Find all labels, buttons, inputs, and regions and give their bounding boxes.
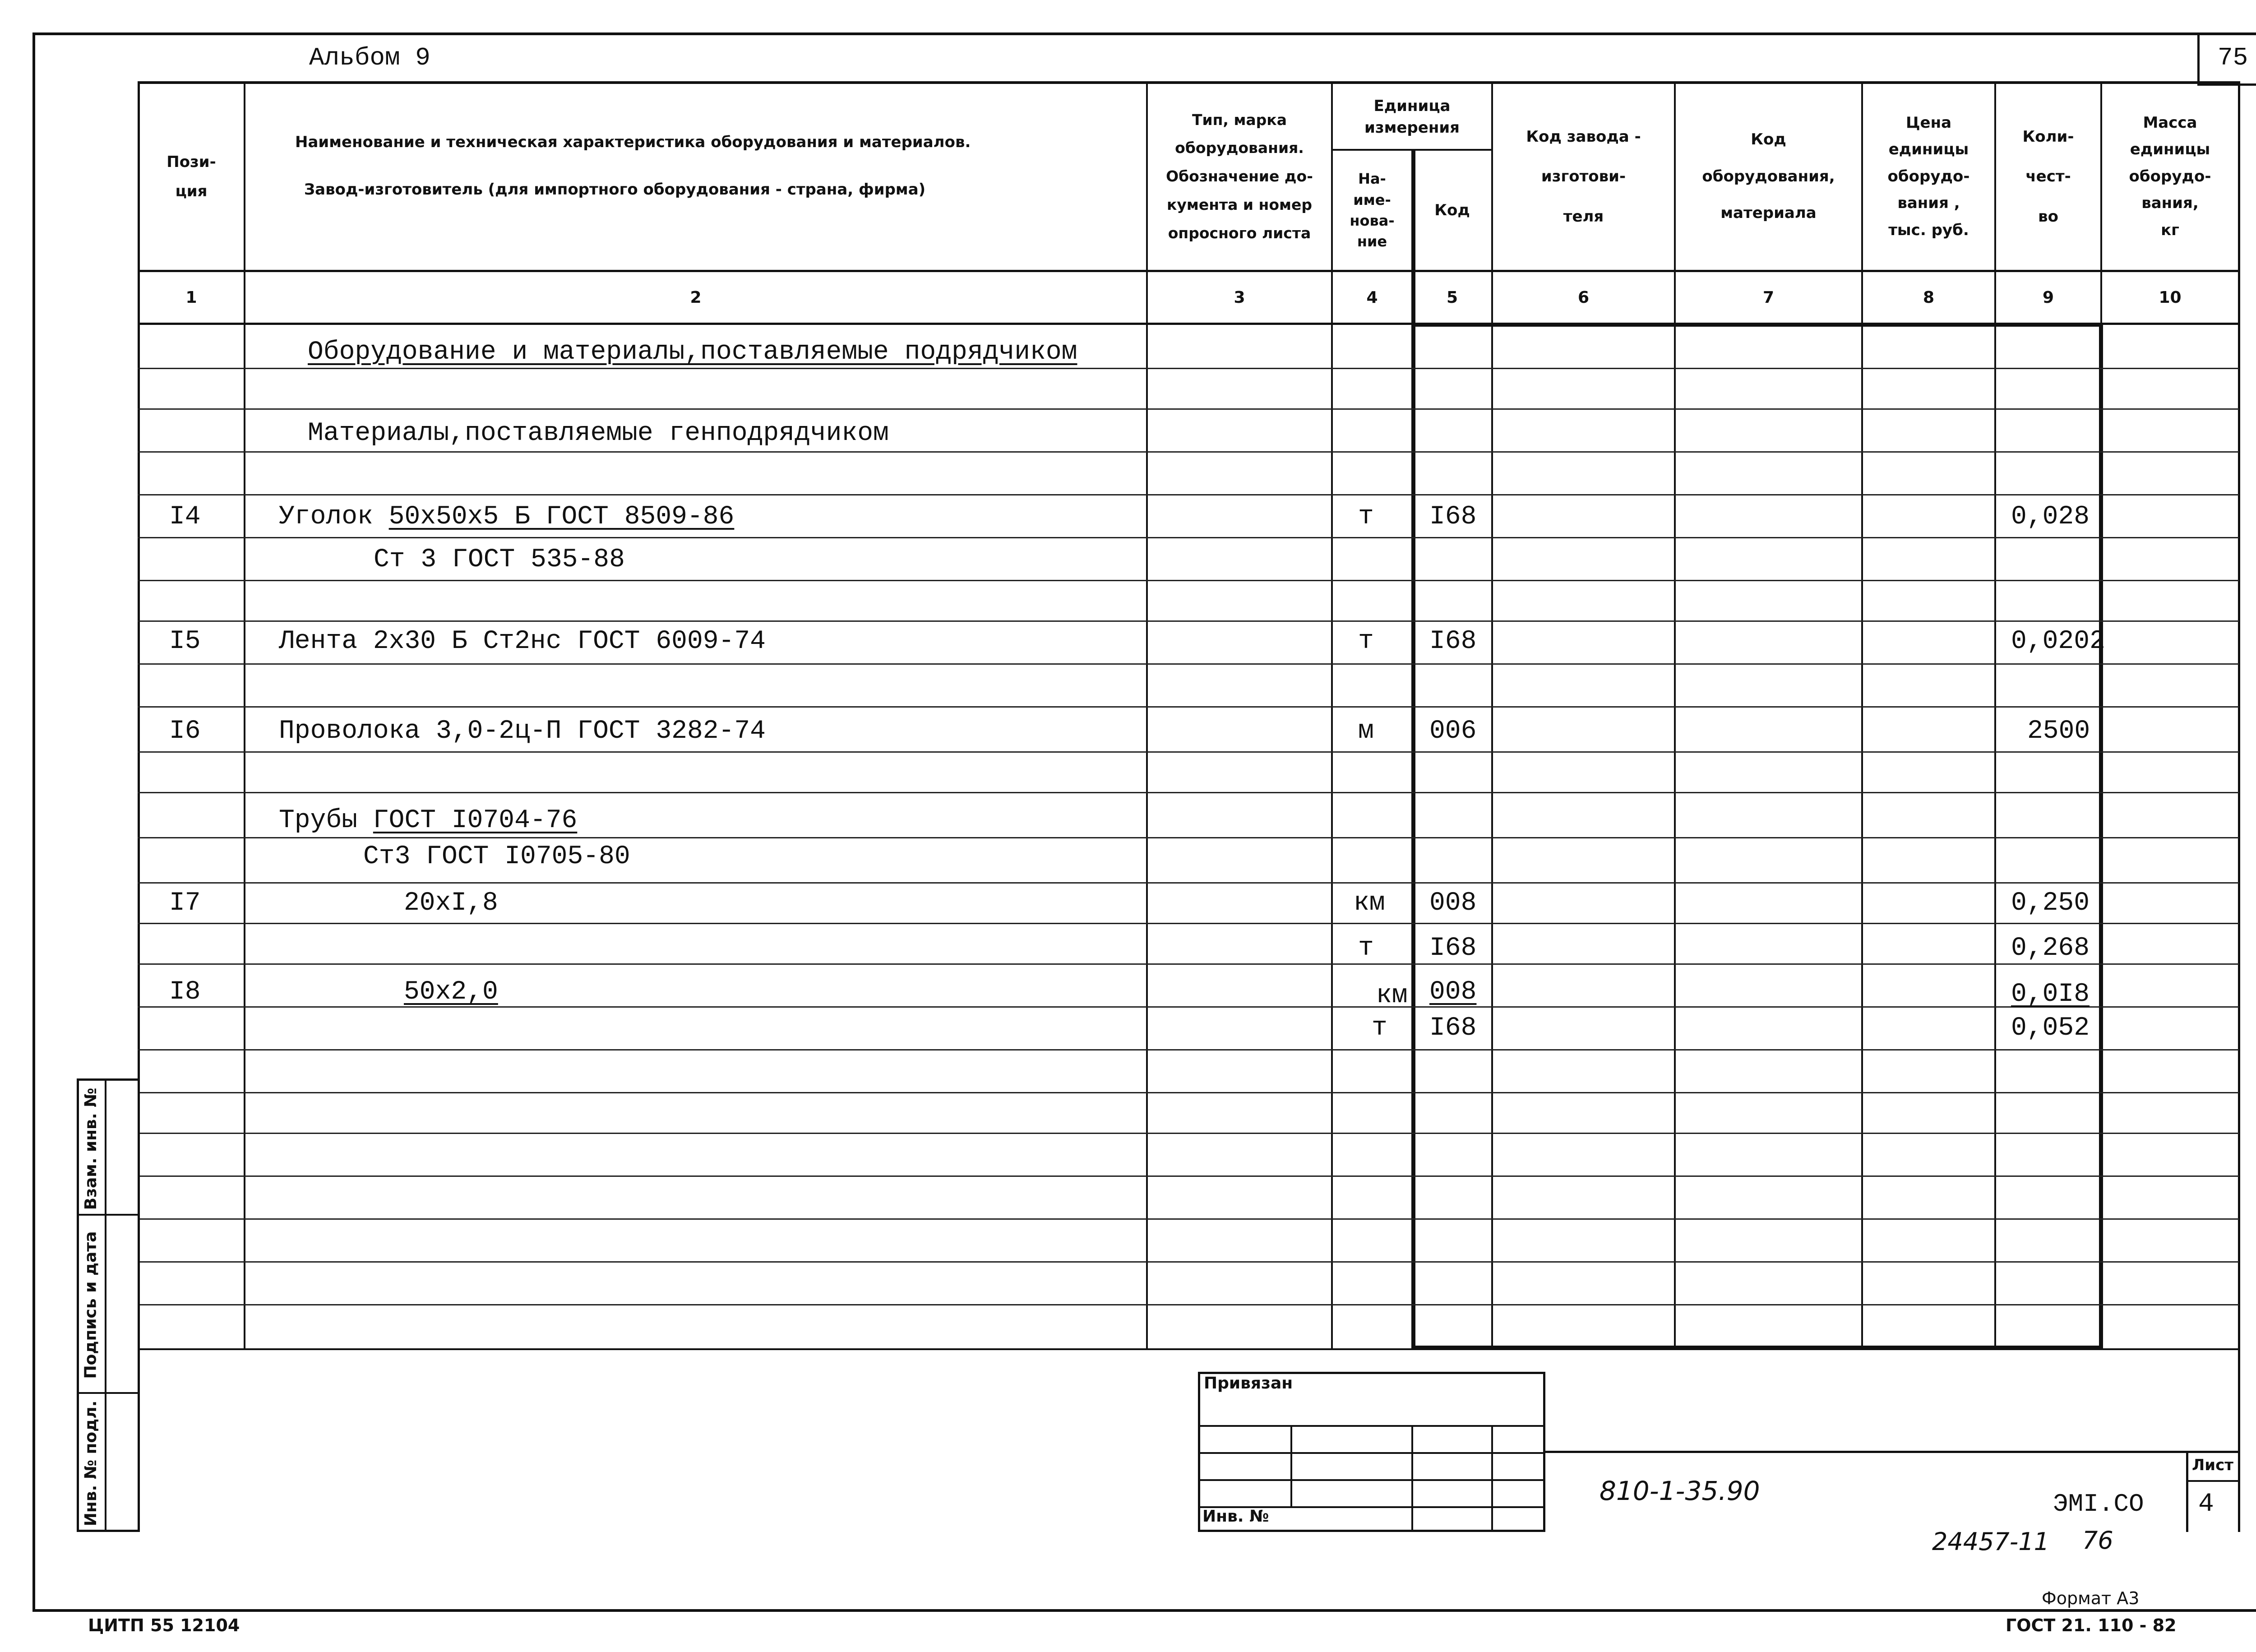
row-14-qty: 0,028 [2011, 502, 2090, 532]
colnum-1: 1 [185, 288, 197, 307]
header-unit: Единица измерения [1364, 97, 1460, 137]
row-17-unit-1: км [1354, 888, 1385, 918]
table-body-bottom [138, 1348, 2239, 1350]
row-18-code-1: 008 [1429, 977, 1477, 1007]
pipes-heading-line2: Ст3 ГОСТ I0705-80 [363, 842, 630, 871]
row-line [138, 408, 2239, 410]
pipes-heading-text: Трубы [279, 806, 373, 835]
stamp-vline [1491, 1425, 1493, 1532]
row-line [138, 1261, 2239, 1263]
row-17-code-2: I68 [1429, 934, 1477, 963]
row-17-position: I7 [169, 888, 201, 918]
sheet-box-divider [2186, 1480, 2239, 1482]
row-17-name: 20хI,8 [404, 888, 498, 918]
table-right-border [2238, 81, 2240, 1532]
stamp-line [1198, 1425, 1545, 1427]
row-line [138, 1133, 2239, 1134]
row-14-unit: т [1358, 502, 1374, 532]
row-18-name: 50х2,0 [404, 977, 498, 1007]
row-line [138, 494, 2239, 495]
row-line [138, 620, 2239, 622]
row-line [138, 706, 2239, 708]
header-name-line1: Наименование и техническая характеристика оборудования и материалов. [295, 133, 971, 151]
row-line [138, 837, 2239, 838]
row-17-qty-1: 0,250 [2011, 888, 2090, 918]
row-15-qty: 0,0202 [2011, 627, 2105, 656]
header-equipment-code: Код оборудования, материала [1702, 130, 1835, 222]
side-label-inv: Инв. № подл. [81, 1400, 100, 1527]
row-line [138, 1049, 2239, 1050]
row-line [138, 451, 2239, 453]
row-14-position: I4 [169, 502, 201, 532]
section-contractor: Оборудование и материалы,поставляемые подрядчиком [308, 338, 1077, 367]
row-line [138, 1092, 2239, 1093]
side-label-podpis: Подпись и дата [81, 1231, 100, 1379]
colnum-4: 4 [1366, 288, 1378, 307]
header-unit-name: На- име- нова- ние [1350, 170, 1395, 250]
row-15-position: I5 [169, 627, 201, 656]
row-18-qty-2: 0,052 [2011, 1013, 2090, 1043]
doc-code-handwritten: 810-1-35.90 [1600, 1476, 1760, 1506]
colnum-10: 10 [2159, 288, 2182, 307]
header-factory-code: Код завода - изготови- теля [1526, 127, 1641, 226]
row-15-code: I68 [1429, 627, 1477, 656]
page-number: 75 [2218, 43, 2248, 72]
colnum-2: 2 [690, 288, 702, 307]
row-16-unit: м [1358, 717, 1374, 746]
stamp-line [1198, 1479, 1545, 1481]
row-18-qty-1: 0,0I8 [2011, 980, 2090, 1009]
header-name-line2: Завод-изготовитель (для импортного оборудования - страна, фирма) [304, 180, 926, 199]
inv-no-label: Инв. № [1202, 1507, 1269, 1526]
row-18-unit-2: т [1372, 1013, 1387, 1043]
stamp-line [1198, 1452, 1545, 1454]
sheet-label: Лист [2192, 1456, 2233, 1474]
colnum-3: 3 [1234, 288, 1245, 307]
privyazan-label: Привязан [1204, 1374, 1293, 1393]
footer-format: Формат А3 [2042, 1588, 2140, 1608]
colnum-8: 8 [1923, 288, 1935, 307]
row-14-name [279, 504, 734, 530]
row-16-name: Проволока 3,0-2ц-П ГОСТ 3282-74 [279, 717, 766, 746]
row-17-qty-2: 0,268 [2011, 934, 2090, 963]
row-18-position: I8 [169, 977, 201, 1007]
row-16-qty: 2500 [2027, 717, 2090, 746]
row-line [138, 792, 2239, 793]
colnum-9: 9 [2042, 288, 2054, 307]
colnum-7: 7 [1762, 288, 1775, 307]
header-mass: Масса единицы оборудо- вания, кг [2129, 113, 2211, 239]
row-line [138, 1304, 2239, 1305]
colnum-5: 5 [1446, 288, 1458, 307]
header-unit-code: Код [1434, 201, 1470, 219]
row-14-name-text: Уголок [279, 502, 389, 532]
row-line [138, 663, 2239, 665]
designation: ЭМI.СО [2053, 1490, 2144, 1518]
row-line [138, 882, 2239, 884]
row-16-code: 006 [1429, 717, 1477, 746]
footer-gost: ГОСТ 21. 110 - 82 [2006, 1615, 2177, 1635]
album-label: Альбом 9 [309, 43, 430, 72]
row-18-code-2: I68 [1429, 1013, 1477, 1043]
row-15-unit: т [1358, 627, 1374, 656]
stamp-vline [1411, 1425, 1413, 1532]
side-strip-divider [105, 1078, 106, 1532]
row-17-code-1: 008 [1429, 888, 1477, 918]
row-line [138, 537, 2239, 538]
row-14-name-gost: 50х50х5 Б ГОСТ 8509-86 [388, 502, 735, 532]
row-line [138, 1218, 2239, 1220]
stamp-vline [1290, 1425, 1292, 1506]
col-line-4-thick [1411, 149, 1415, 1349]
row-14-code: I68 [1429, 502, 1477, 532]
section-general-contractor: Материалы,поставляемые генподрядчиком [308, 419, 889, 448]
row-18-unit-1: км [1376, 981, 1408, 1010]
pipes-heading [279, 808, 577, 834]
row-16-position: I6 [169, 717, 201, 746]
row-15-name: Лента 2х30 Б Ст2нс ГОСТ 6009-74 [279, 627, 766, 656]
handwritten-number: 24457-11 [1932, 1527, 2049, 1556]
row-line [138, 368, 2239, 369]
sheet-number: 4 [2198, 1490, 2214, 1519]
header-position: Пози- ция [166, 153, 216, 200]
pipes-heading-gost: ГОСТ I0704-76 [373, 806, 578, 835]
header-type: Тип, марка оборудования. Обозначение до- кумента и номер опросного листа [1166, 111, 1313, 242]
row-line [138, 963, 2239, 965]
thick-box-top [1411, 323, 2103, 327]
handwritten-number-2: 76 [2082, 1526, 2113, 1555]
row-line [138, 751, 2239, 753]
side-label-vzam: Взам. инв. № [81, 1087, 100, 1210]
row-line [138, 1175, 2239, 1177]
row-line [138, 580, 2239, 581]
header-price: Цена единицы оборудо- вания , тыс. руб. [1887, 113, 1970, 239]
row-17-unit-2: т [1358, 934, 1374, 963]
row-14-name-line2: Ст 3 ГОСТ 535-88 [374, 545, 625, 574]
footer-left: ЦИТП 55 12104 [88, 1615, 240, 1635]
colnum-6: 6 [1577, 288, 1590, 307]
row-line [138, 923, 2239, 924]
header-quantity: Коли- чест- во [2022, 127, 2074, 226]
